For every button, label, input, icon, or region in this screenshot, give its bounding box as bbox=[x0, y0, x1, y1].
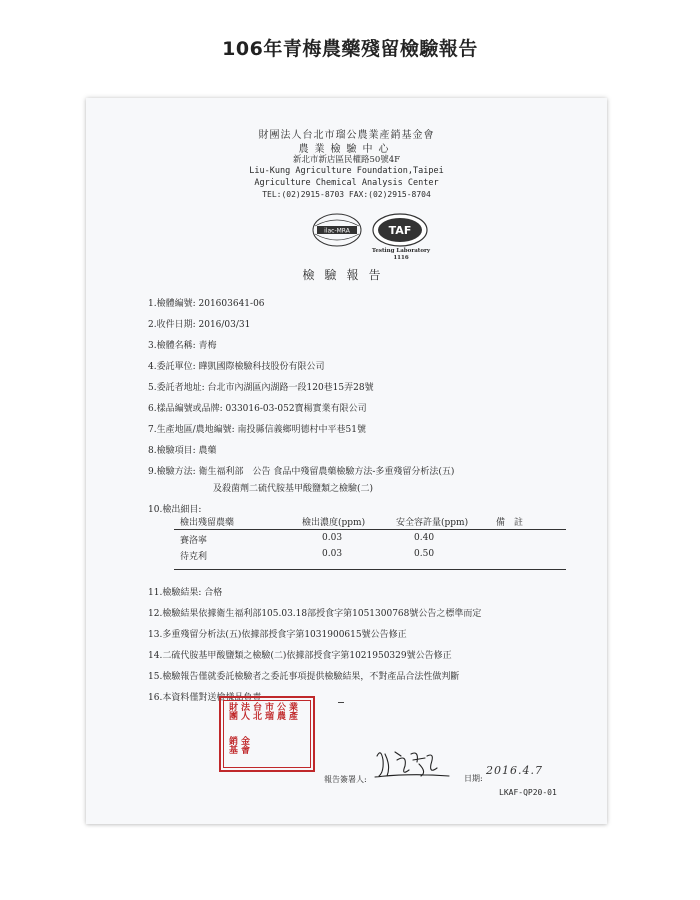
seal-char: 金會 bbox=[239, 736, 249, 754]
note-method-dtc: 14.二硫代胺基甲酸鹽類之檢驗(二)依據部授食字第1021950329號公告修正 bbox=[148, 651, 452, 661]
seal-char: 法人 bbox=[239, 702, 249, 720]
item-sample-name: 3.檢體名稱: 青梅 bbox=[148, 341, 217, 351]
seal-char: 業產 bbox=[287, 702, 297, 720]
note-standard: 12.檢驗結果依據衛生福利部105.03.18部授食字第1051300768號公告之標準而定 bbox=[148, 609, 482, 619]
item-sample-brand: 6.樣品編號或品牌: 033016-03-052寶楊實業有限公司 bbox=[148, 404, 367, 414]
table-row-mrl: 0.40 bbox=[414, 533, 435, 543]
table-row-pesticide: 賽洛寧 bbox=[180, 536, 208, 546]
taf-number: 1116 bbox=[393, 255, 409, 261]
taf-logo-icon bbox=[371, 212, 429, 248]
item-receive-date: 2.收件日期: 2016/03/31 bbox=[148, 320, 251, 330]
col-header-mrl: 安全容許量(ppm) bbox=[396, 518, 469, 528]
item-test-method-cont: 及殺菌劑二硫代胺基甲酸鹽類之檢驗(二) bbox=[213, 484, 374, 494]
seal-char: 台北 bbox=[251, 702, 261, 720]
report-document bbox=[86, 98, 607, 824]
accreditation-logos bbox=[311, 208, 491, 268]
org-name-zh: 財團法人台北市瑠公農業產銷基金會 bbox=[258, 130, 435, 141]
item-detection-details: 10.檢出細目: bbox=[148, 505, 202, 515]
seal-char: 公農 bbox=[275, 702, 285, 720]
handwritten-signature-icon bbox=[371, 746, 451, 780]
org-name-en: Liu-Kung Agriculture Foundation,Taipei bbox=[249, 166, 444, 176]
note-disclaimer: 15.檢驗報告僅就委託檢驗者之委託事項提供檢驗結果，不對產品合法性做判斷 bbox=[148, 672, 460, 682]
taf-text: TAF bbox=[388, 224, 412, 237]
signer-label: 報告簽署人: bbox=[324, 775, 367, 784]
ilac-text: ilac-MRA bbox=[324, 227, 350, 235]
item-client-address: 5.委託者地址: 台北市內湖區內湖路一段120巷15弄28號 bbox=[148, 383, 374, 393]
taf-caption: Testing Laboratory bbox=[371, 248, 431, 254]
item-test-method: 9.檢驗方法: 衛生福利部 公告 食品中殘留農藥檢驗方法-多重殘留分析法(五) bbox=[148, 467, 455, 477]
seal-char: 銷基 bbox=[227, 736, 237, 754]
item-sample-id: 1.檢體編號: 201603641-06 bbox=[148, 299, 265, 309]
date-value: 2016.4.7 bbox=[486, 764, 543, 777]
table-row-pesticide: 待克利 bbox=[180, 552, 208, 562]
note-result: 11.檢驗結果: 合格 bbox=[148, 588, 223, 598]
col-header-detected: 檢出濃度(ppm) bbox=[302, 518, 366, 528]
table-rule-top bbox=[174, 529, 566, 530]
item-origin: 7.生產地區/農地編號: 南投縣信義鄉明德村中平巷51號 bbox=[148, 425, 366, 435]
tel-fax: TEL:(02)2915-8703 FAX:(02)2915-8704 bbox=[262, 190, 431, 199]
date-label: 日期: bbox=[464, 774, 483, 783]
seal-char: 市瑠 bbox=[263, 702, 273, 720]
official-seal bbox=[219, 696, 315, 772]
note-scope: 16.本資料僅對送檢樣品負責 bbox=[148, 693, 262, 703]
page-title: 106年青梅農藥殘留檢驗報告 bbox=[222, 38, 478, 60]
note-method-multi: 13.多重殘留分析法(五)依據部授食字第1031900615號公告修正 bbox=[148, 630, 407, 640]
item-client: 4.委託單位: 瞱凱國際檢驗科技股份有限公司 bbox=[148, 362, 325, 372]
table-row-detected: 0.03 bbox=[322, 549, 343, 559]
form-code: LKAF-QP20-01 bbox=[499, 788, 557, 797]
table-rule-bottom bbox=[174, 569, 566, 570]
ilac-mra-logo-icon bbox=[311, 212, 363, 248]
dept-name-en: Agriculture Chemical Analysis Center bbox=[254, 178, 439, 188]
col-header-pesticide: 檢出殘留農藥 bbox=[180, 518, 235, 528]
dash-mark bbox=[338, 702, 344, 703]
col-header-note: 備 註 bbox=[496, 518, 524, 528]
table-row-detected: 0.03 bbox=[322, 533, 343, 543]
center-name-zh: 農業檢驗中心 bbox=[298, 144, 395, 155]
report-title: 檢驗報告 bbox=[302, 268, 391, 282]
taf-caption-block bbox=[363, 248, 439, 262]
table-row-mrl: 0.50 bbox=[414, 549, 435, 559]
seal-char: 財團 bbox=[227, 702, 237, 720]
address-zh: 新北市新店區民權路50號4F bbox=[292, 155, 401, 165]
item-test-item: 8.檢驗項目: 農藥 bbox=[148, 446, 217, 456]
